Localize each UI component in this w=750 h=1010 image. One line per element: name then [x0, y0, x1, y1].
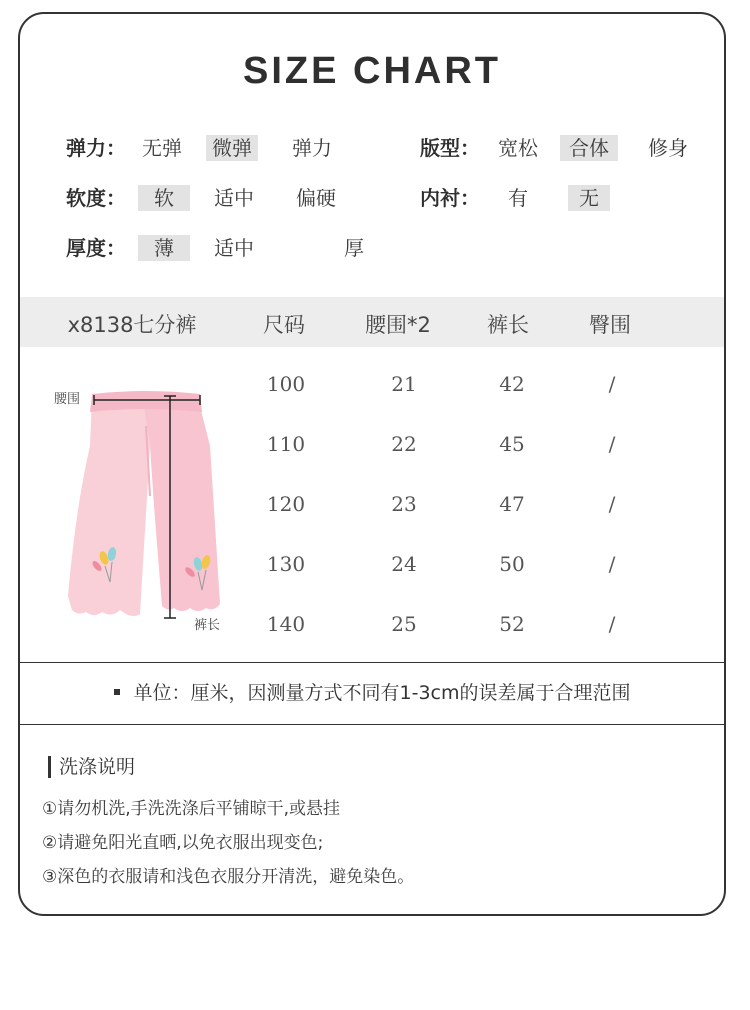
unit-note-text: 单位：厘米，因测量方式不同有1-3cm的误差属于合理范围 — [133, 682, 631, 704]
attr-fit-option-selected: 合体 — [560, 135, 618, 161]
cell-length: 47 — [499, 492, 525, 516]
pants-illustration — [50, 386, 230, 626]
wash-title: 洗涤说明 — [48, 756, 135, 778]
attr-fit-option: 宽松 — [498, 136, 538, 160]
attr-lining-option: 有 — [508, 186, 528, 210]
pants-right-leg — [142, 396, 220, 611]
cell-hip: / — [608, 432, 616, 456]
unit-note — [20, 678, 724, 705]
cell-waist: 23 — [391, 492, 417, 516]
pants-left-leg — [68, 396, 150, 616]
cell-hip: / — [608, 372, 616, 396]
attr-elasticity-option: 弹力 — [292, 136, 332, 160]
attr-lining-label: 内衬： — [420, 186, 480, 210]
attr-softness-option: 适中 — [214, 186, 254, 210]
pants-waistband — [90, 391, 202, 412]
cell-waist: 22 — [391, 432, 417, 456]
wash-item: ③深色的衣服请和浅色衣服分开清洗，避免染色。 — [42, 867, 415, 887]
cell-length: 52 — [499, 612, 525, 636]
attr-softness-label: 软度： — [66, 186, 126, 210]
attr-elasticity-label: 弹力： — [66, 136, 126, 160]
attr-lining-option-selected: 无 — [568, 185, 610, 211]
header-length: 裤长 — [487, 313, 529, 337]
header-hip: 臀围 — [589, 313, 631, 337]
cell-hip: / — [608, 552, 616, 576]
attr-elasticity-option: 无弹 — [142, 136, 182, 160]
divider — [20, 662, 724, 663]
cell-size: 110 — [266, 432, 306, 456]
header-size: 尺码 — [263, 313, 305, 337]
divider — [20, 724, 724, 725]
cell-size: 100 — [266, 372, 306, 396]
cell-hip: / — [608, 612, 616, 636]
header-waist: 腰围*2 — [365, 313, 431, 337]
attr-thickness-option: 厚 — [344, 236, 364, 260]
wash-item: ①请勿机洗,手洗洗涤后平铺晾干,或悬挂 — [42, 799, 341, 819]
attr-thickness-option: 适中 — [214, 236, 254, 260]
cell-size: 130 — [266, 552, 306, 576]
cell-size: 120 — [266, 492, 306, 516]
waist-label: 腰围 — [54, 392, 81, 407]
wash-item: ②请避免阳光直晒,以免衣服出现变色; — [42, 833, 324, 853]
cell-size: 140 — [266, 612, 306, 636]
cell-waist: 24 — [391, 552, 417, 576]
attr-fit-option: 修身 — [648, 136, 688, 160]
cell-length: 42 — [499, 372, 525, 396]
cell-waist: 21 — [391, 372, 417, 396]
attr-fit-label: 版型： — [420, 136, 480, 160]
cell-waist: 25 — [391, 612, 417, 636]
size-table-header — [20, 297, 724, 347]
header-product: x8138七分裤 — [67, 313, 197, 337]
bullet-icon — [114, 689, 120, 695]
cell-length: 45 — [499, 432, 525, 456]
attr-softness-option-selected: 软 — [138, 185, 190, 211]
cell-hip: / — [608, 492, 616, 516]
size-chart-card — [18, 12, 726, 916]
page-title: SIZE CHART — [243, 50, 501, 92]
cell-length: 50 — [499, 552, 525, 576]
attr-elasticity-option-selected: 微弹 — [206, 135, 258, 161]
length-label: 裤长 — [194, 618, 221, 633]
attr-thickness-label: 厚度： — [66, 236, 126, 260]
attr-softness-option: 偏硬 — [296, 186, 336, 210]
attr-thickness-option-selected: 薄 — [138, 235, 190, 261]
